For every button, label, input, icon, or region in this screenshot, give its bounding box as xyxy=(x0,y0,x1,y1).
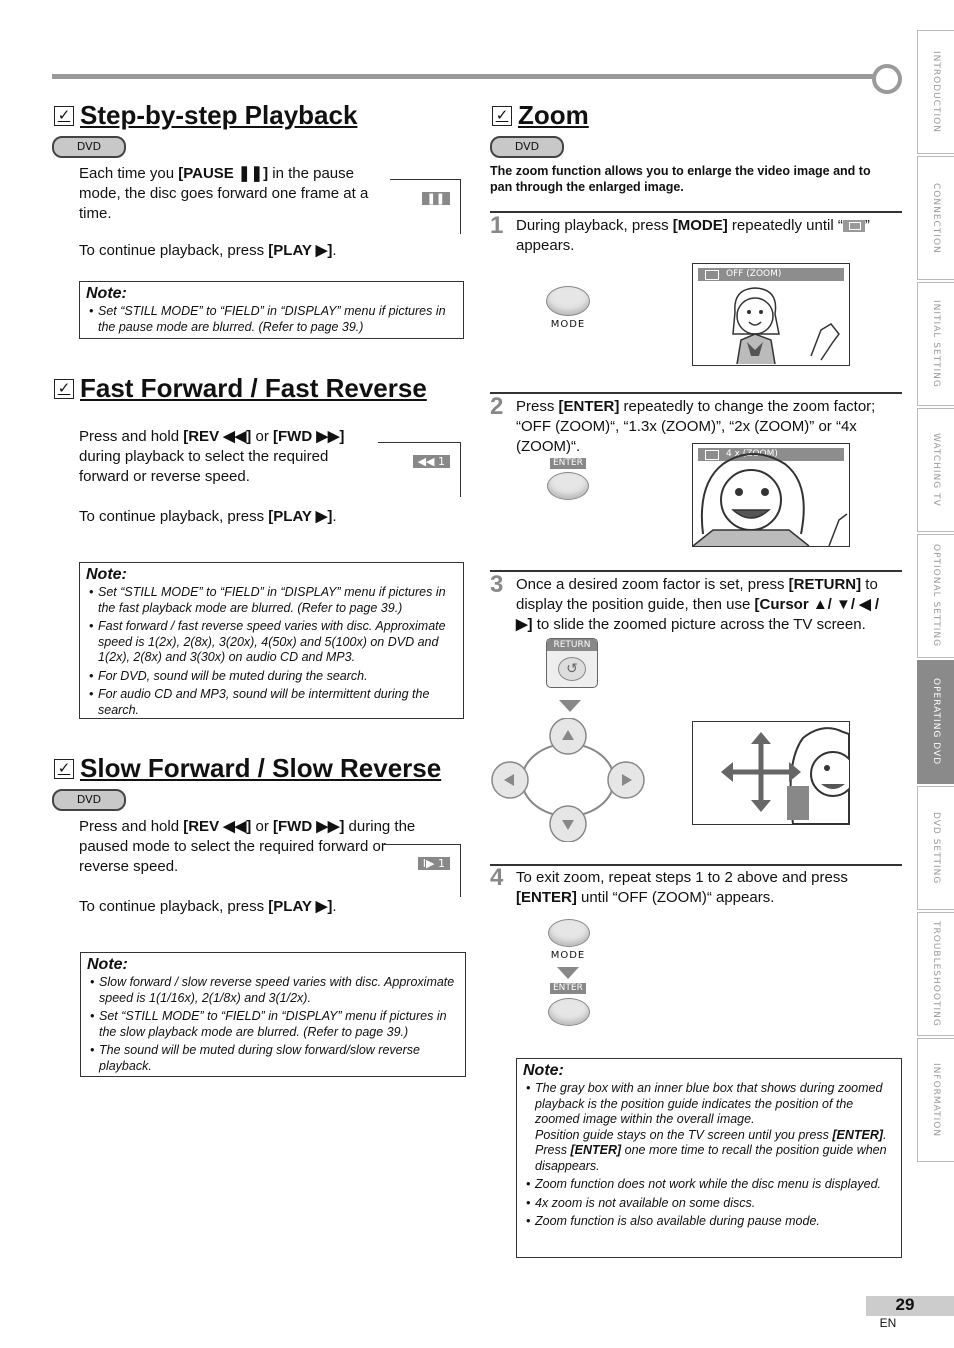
zoom-step2-text: Press [ENTER] repeatedly to change the zoom factor; “OFF (ZOOM)“, “1.3x (ZOOM)”, “2x (ZOOM)” or “4x (ZOOM)“. xyxy=(516,398,876,455)
checkbox-icon: ✓ xyxy=(54,379,74,399)
pause-icon: ❚❚ xyxy=(422,192,450,205)
side-tab-troubleshooting[interactable]: TROUBLESHOOTING xyxy=(917,912,954,1036)
return-label: RETURN xyxy=(547,639,597,651)
slow-text: Press and hold [REV ◀◀] or [FWD ▶▶] during the paused mode to select the required forward or reverse speed. xyxy=(79,818,416,875)
header-rule xyxy=(52,74,882,79)
fast-osd xyxy=(378,442,461,497)
zoom-intro: The zoom function allows you to enlarge the video image and to pan through the enlarged image. xyxy=(490,164,871,194)
side-tab-optional-setting[interactable]: OPTIONAL SETTING xyxy=(917,534,954,658)
zoom-step1-text: During playback, press [MODE] repeatedly until “ ” appears. xyxy=(516,217,870,254)
zoom-step3-text: Once a desired zoom factor is set, press [RETURN] to display the position guide, then use [Cursor ▲/ ▼/ ◀ / ▶] to slide the zoomed picture across the TV screen. xyxy=(516,576,880,633)
return-button[interactable] xyxy=(546,638,598,688)
page-number: 29 xyxy=(895,1295,915,1314)
arrow-down-icon xyxy=(557,967,579,979)
side-tab-introduction[interactable]: INTRODUCTION xyxy=(917,30,954,154)
step-number: 1 xyxy=(490,212,504,239)
zoom-4x-screen xyxy=(692,443,850,547)
step-divider xyxy=(490,864,902,866)
note-item: • Fast forward / fast reverse speed varies with disc. Approximate speed is 1(2x), 2(8x), 3(20x), 4(50x) and 5(100x) on DVD and 1(2x), 2(8x) and 3(30x) on audio CD and MP3. xyxy=(98,619,457,666)
arrow-down-icon xyxy=(559,700,581,712)
zoom-off-bar: OFF (ZOOM) xyxy=(698,268,844,281)
enter-button-step4[interactable] xyxy=(548,998,590,1026)
pause-osd xyxy=(390,179,461,234)
dvd-badge: DVD xyxy=(490,136,564,158)
mode-button[interactable] xyxy=(546,286,590,316)
slow-osd xyxy=(384,844,461,897)
fast-note: Note: • Set “STILL MODE” to “FIELD” in “DISPLAY” menu if pictures in the fast playback mode are blurred. (Refer to page 39.) • Fast forward / fast reverse speed varies with disc. Approximate speed is 1(2x), 2(8x), 3(20x), 4(50x) and 5(100x) on DVD and 1(2x), 2(8x) and 3(30x) on audio CD and MP3. • For DVD, sound will be muted during the search. • For audio CD and MP3, sound will be intermittent during the search. xyxy=(79,562,464,719)
fast-text: Press and hold [REV ◀◀] or [FWD ▶▶] during playback to select the required forward or reverse speed. xyxy=(79,428,345,485)
step-divider xyxy=(490,211,902,213)
note-item: • Slow forward / slow reverse speed varies with disc. Approximate speed is 1(1/16x), 2(1/8x) and 3(1/2x). xyxy=(99,975,459,1006)
checkbox-icon: ✓ xyxy=(54,759,74,779)
position-guide-screen xyxy=(692,721,850,825)
note-item: • Zoom function does not work while the disc menu is displayed. xyxy=(535,1177,895,1193)
mode-label: MODE xyxy=(550,319,586,330)
cursor-up-button[interactable] xyxy=(502,719,532,753)
step-number: 2 xyxy=(490,393,504,420)
side-tab-initial-setting[interactable]: INITIAL SETTING xyxy=(917,282,954,406)
slow-icon: I▶ 1 xyxy=(418,857,450,870)
slow-note: Note: • Slow forward / slow reverse speed varies with disc. Approximate speed is 1(1/16x), 2(1/8x) and 3(1/2x). • Set “STILL MODE” to “FIELD” in “DISPLAY” menu if pictures in the slow playback mode are blurred. (Refer to page 39.) • The sound will be muted during slow forward/slow reverse playback. xyxy=(80,952,466,1077)
step-number: 4 xyxy=(490,864,504,891)
zoom-step4-text: To exit zoom, repeat steps 1 to 2 above and press [ENTER] until “OFF (ZOOM)“ appears. xyxy=(516,869,848,906)
step-playback-text: Each time you [PAUSE ❚❚] in the pause mode, the disc goes forward one frame at a time. xyxy=(79,165,369,222)
side-tab-connection[interactable]: CONNECTION xyxy=(917,156,954,280)
zoom-4x-bar: 4 x (ZOOM) xyxy=(698,448,844,461)
zoom-icon xyxy=(843,220,865,232)
checkbox-icon: ✓ xyxy=(492,106,512,126)
rewind-icon: ◀◀ 1 xyxy=(413,455,450,468)
note-item: • Set “STILL MODE” to “FIELD” in “DISPLAY” menu if pictures in the slow playback mode are blurred. (Refer to page 39.) xyxy=(99,1009,459,1040)
note-item: • For DVD, sound will be muted during the search. xyxy=(98,669,457,685)
note-item: • The gray box with an inner blue box that shows during zoomed playback is the position guide indicates the position of the zoomed image within the overall image. Position guide stays on the TV screen until you press [ENTER]. Press [ENTER] one more time to recall the position guide when disappears. xyxy=(535,1081,895,1174)
header-circle xyxy=(872,64,902,94)
note-item: • For audio CD and MP3, sound will be intermittent during the search. xyxy=(98,687,457,718)
side-tab-operating-dvd[interactable]: OPERATING DVD xyxy=(917,660,954,784)
step-playback-heading: ✓ Step-by-step Playback xyxy=(54,100,357,131)
language-label: EN xyxy=(879,1316,897,1330)
step-playback-note: Note: • Set “STILL MODE” to “FIELD” in “DISPLAY” menu if pictures in the pause mode are blurred. (Refer to page 39.) xyxy=(79,281,464,339)
note-item: • 4x zoom is not available on some discs. xyxy=(535,1196,895,1212)
fast-continue: To continue playback, press [PLAY ▶]. xyxy=(79,508,337,525)
return-icon: ↺ xyxy=(558,657,586,681)
note-item: • Set “STILL MODE” to “FIELD” in “DISPLAY” menu if pictures in the fast playback mode are blurred. (Refer to page 39.) xyxy=(98,585,457,616)
slow-heading: ✓ Slow Forward / Slow Reverse xyxy=(54,753,441,784)
zoom-note: Note: • The gray box with an inner blue box that shows during zoomed playback is the position guide indicates the position of the zoomed image within the overall image. Position guide stays on the TV screen until you press [ENTER]. Press [ENTER] one more time to recall the position guide when disappears. • Zoom function does not work while the disc menu is displayed. • 4x zoom is not available on some discs. • Zoom function is also available during pause mode. xyxy=(516,1058,902,1258)
side-tab-watching-tv[interactable]: WATCHING TV xyxy=(917,408,954,532)
note-item: • Set “STILL MODE” to “FIELD” in “DISPLAY” menu if pictures in the pause mode are blurred. (Refer to page 39.) xyxy=(98,304,457,335)
step-divider xyxy=(490,392,902,394)
girl-zoomed-illustration xyxy=(693,444,849,546)
dvd-badge: DVD xyxy=(52,136,126,158)
step-number: 3 xyxy=(490,571,504,598)
enter-label: ENTER xyxy=(550,983,586,994)
zoom-heading: ✓ Zoom xyxy=(492,100,589,131)
step-playback-continue: To continue playback, press [PLAY ▶]. xyxy=(79,242,337,259)
enter-label: ENTER xyxy=(550,458,586,469)
dvd-badge: DVD xyxy=(52,789,126,811)
girl-illustration xyxy=(693,264,849,365)
fast-heading: ✓ Fast Forward / Fast Reverse xyxy=(54,373,427,404)
mode-button-step4[interactable] xyxy=(548,919,590,947)
note-item: • Zoom function is also available during pause mode. xyxy=(535,1214,895,1230)
position-guide-illustration xyxy=(693,722,849,824)
zoom-off-screen xyxy=(692,263,850,366)
checkbox-icon: ✓ xyxy=(54,106,74,126)
side-tab-dvd-setting[interactable]: DVD SETTING xyxy=(917,786,954,910)
note-item: • The sound will be muted during slow forward/slow reverse playback. xyxy=(99,1043,459,1074)
mode-label: MODE xyxy=(550,950,586,961)
side-tab-information[interactable]: INFORMATION xyxy=(917,1038,954,1162)
slow-continue: To continue playback, press [PLAY ▶]. xyxy=(79,898,337,915)
step-divider xyxy=(490,570,902,572)
enter-button[interactable] xyxy=(547,472,589,500)
